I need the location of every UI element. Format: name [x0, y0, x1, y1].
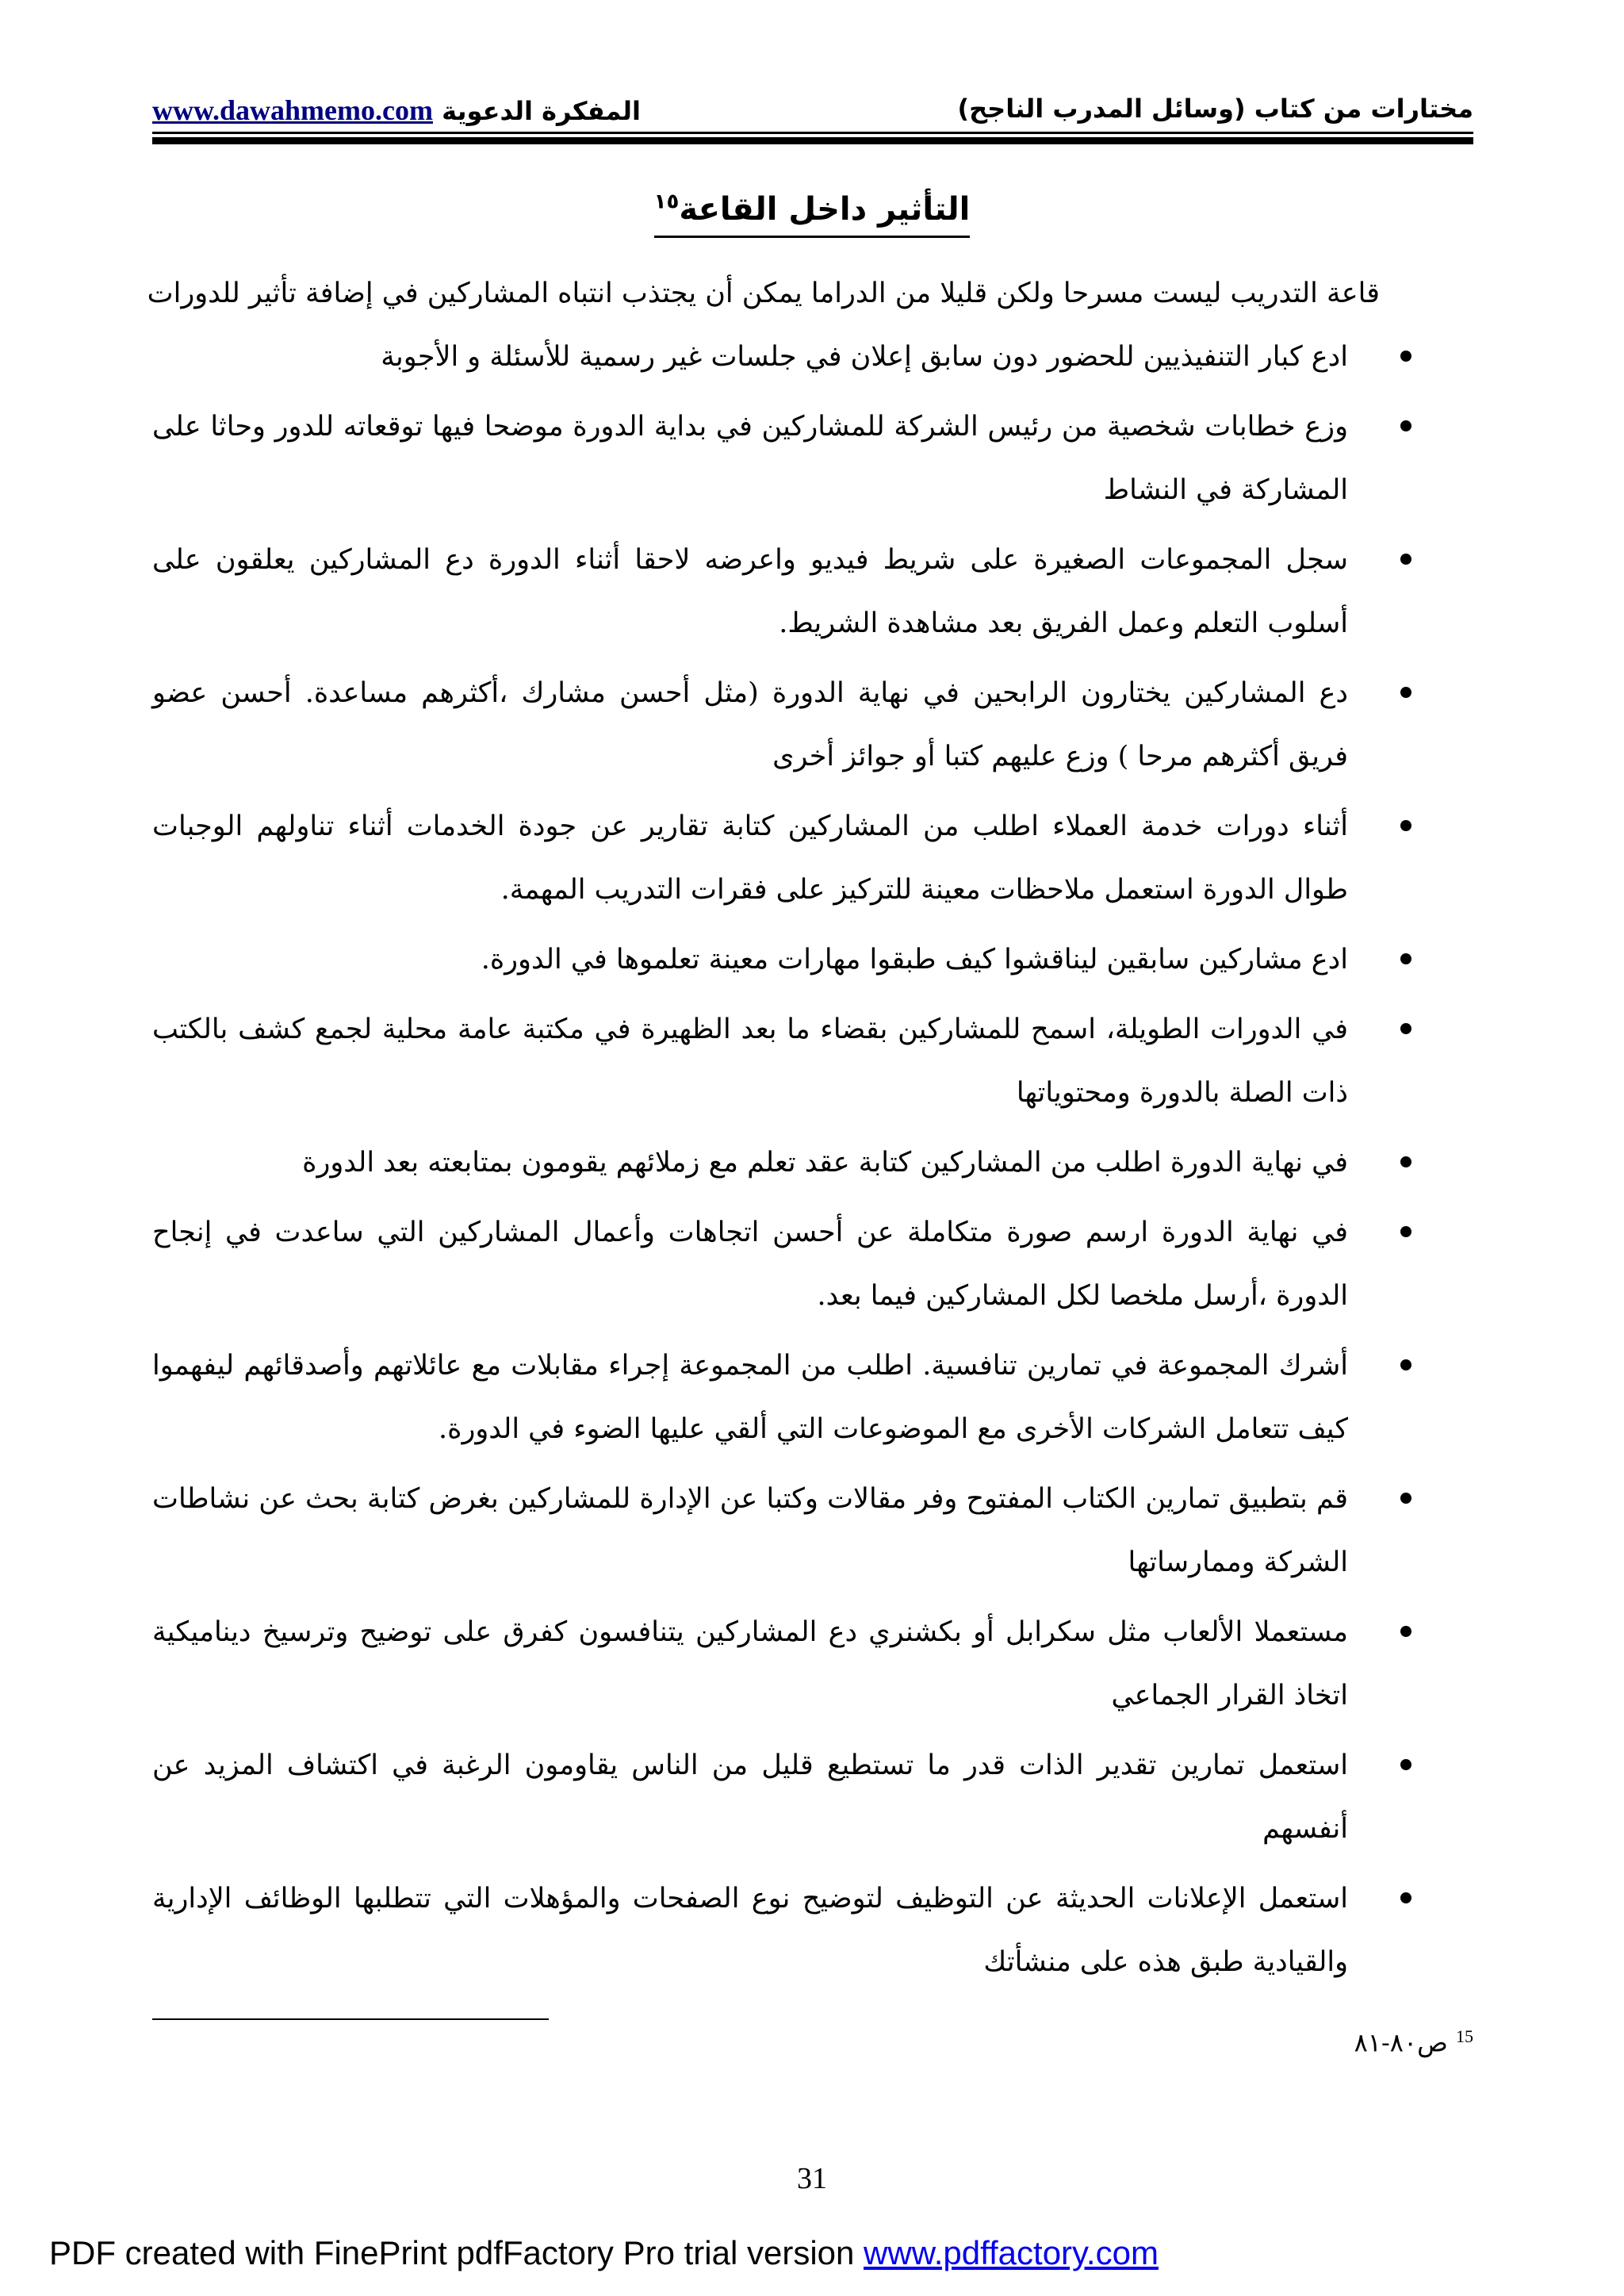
- footnote-number: 15: [1456, 2026, 1473, 2046]
- pdf-banner: [49, 2234, 1159, 2272]
- bullet-dot-icon: [1400, 1892, 1411, 1903]
- bullet-text: دع المشاركين يختارون الرابحين في نهاية الدورة (مثل أحسن مشارك ،أكثرهم مساعدة. أحسن عضو فريق أكثرهم مرحا ) وزع عليهم كتبا أو جوائز أخرى: [152, 677, 1348, 772]
- bullet-text: استعمل تمارين تقدير الذات قدر ما تستطيع قليل من الناس يقاومون الرغبة في اكتشاف المزيد عن أنفسهم: [152, 1750, 1348, 1845]
- bullet-text: في نهاية الدورة اطلب من المشاركين كتابة عقد تعلم مع زملائهم يقومون بمتابعته بعد الدورة: [302, 1147, 1348, 1179]
- section-title: [0, 190, 1624, 228]
- bullet-dot-icon: [1400, 687, 1411, 698]
- pdffactory-link[interactable]: www.pdffactory.com: [864, 2234, 1159, 2271]
- bullet-list: [152, 325, 1380, 1994]
- bullet-item: [152, 1467, 1380, 1594]
- bullet-dot-icon: [1400, 1023, 1411, 1034]
- bullet-text: وزع خطابات شخصية من رئيس الشركة للمشاركين في بداية الدورة موضحا فيها توقعاته للدور وحاثا على المشاركة في النشاط: [152, 411, 1348, 506]
- bullet-text: في نهاية الدورة ارسم صورة متكاملة عن أحسن اتجاهات وأعمال المشاركين التي ساعدت في إنجاح الدورة ،أرسل ملخصا لكل المشاركين فيما بعد.: [152, 1217, 1348, 1312]
- footnote-separator: [152, 2018, 549, 2020]
- bullet-dot-icon: [1400, 1626, 1411, 1637]
- footnote: [1354, 2026, 1473, 2058]
- section-title-text: التأثير داخل القاعة: [679, 191, 971, 228]
- bullet-dot-icon: [1400, 351, 1411, 362]
- bullet-dot-icon: [1400, 953, 1411, 964]
- bullet-text: أشرك المجموعة في تمارين تنافسية. اطلب من المجموعة إجراء مقابلات مع عائلاتهم وأصدقائهم ليفهموا كيف تتعامل الشركات الأخرى مع الموضوعات التي ألقي عليها الضوء في الدورة.: [152, 1350, 1348, 1445]
- site-branding: [152, 94, 641, 127]
- page-header: [152, 94, 1473, 130]
- bullet-item: [152, 325, 1380, 389]
- bullet-dot-icon: [1400, 820, 1411, 831]
- footnote-text: ص٨٠-٨١: [1354, 2027, 1448, 2058]
- header-rule-thick: [152, 137, 1473, 144]
- bullet-text: سجل المجموعات الصغيرة على شريط فيديو واعرضه لاحقا أثناء الدورة دع المشاركين يعلقون على أسلوب التعلم وعمل الفريق بعد مشاهدة الشريط.: [152, 544, 1348, 639]
- pdf-banner-text: PDF created with FinePrint pdfFactory Pro trial version: [49, 2234, 864, 2271]
- site-name: المفكرة الدعوية: [442, 96, 641, 126]
- site-url-link[interactable]: www.dawahmemo.com: [152, 94, 433, 126]
- bullet-item: [152, 1334, 1380, 1461]
- bullet-dot-icon: [1400, 420, 1411, 431]
- bullet-text: في الدورات الطويلة، اسمح للمشاركين بقضاء ما بعد الظهيرة في مكتبة عامة محلية لجمع كشف بالكتب ذات الصلة بالدورة ومحتوياتها: [152, 1014, 1348, 1109]
- bullet-dot-icon: [1400, 1359, 1411, 1370]
- bullet-item: [152, 795, 1380, 922]
- bullet-dot-icon: [1400, 1226, 1411, 1237]
- bullet-text: ادع مشاركين سابقين ليناقشوا كيف طبقوا مهارات معينة تعلموها في الدورة.: [481, 944, 1348, 976]
- page-number: 31: [797, 2162, 827, 2195]
- bullet-text: أثناء دورات خدمة العملاء اطلب من المشاركين كتابة تقارير عن جودة الخدمات أثناء تناولهم الوجبات طوال الدورة استعمل ملاحظات معينة للتركيز على فقرات التدريب المهمة.: [152, 811, 1348, 906]
- page-body: [147, 262, 1380, 2000]
- bullet-dot-icon: [1400, 1156, 1411, 1167]
- bullet-item: [152, 1131, 1380, 1194]
- bullet-item: [152, 528, 1380, 655]
- bullet-item: [152, 1600, 1380, 1727]
- bullet-item: [152, 395, 1380, 522]
- bullet-text: ادع كبار التنفيذيين للحضور دون سابق إعلان في جلسات غير رسمية للأسئلة و الأجوبة: [381, 341, 1348, 373]
- bullet-text: استعمل الإعلانات الحديثة عن التوظيف لتوضيح نوع الصفحات والمؤهلات التي تتطلبها الوظائف الإدارية والقيادية طبق هذه على منشأتك: [152, 1883, 1348, 1978]
- title-footnote-ref[interactable]: ١٥: [653, 190, 680, 214]
- intro-paragraph: قاعة التدريب ليست مسرحا ولكن قليلا من الدراما يمكن أن يجتذب انتباه المشاركين في إضافة تأثير للدورات: [147, 278, 1380, 309]
- bullet-text: مستعملا الألعاب مثل سكرابل أو بكشنري دع المشاركين يتنافسون كفرق على توضيح وترسيخ ديناميكية اتخاذ القرار الجماعي: [152, 1616, 1348, 1711]
- header-rule-thin: [152, 132, 1473, 134]
- bullet-item: [152, 661, 1380, 788]
- bullet-dot-icon: [1400, 554, 1411, 565]
- bullet-item: [152, 1734, 1380, 1861]
- bullet-dot-icon: [1400, 1493, 1411, 1504]
- bullet-item: [152, 998, 1380, 1125]
- bullet-item: [152, 1867, 1380, 1994]
- bullet-dot-icon: [1400, 1759, 1411, 1770]
- bullet-item: [152, 1201, 1380, 1328]
- bullet-text: قم بتطبيق تمارين الكتاب المفتوح وفر مقالات وكتبا عن الإدارة للمشاركين بغرض كتابة بحث عن نشاطات الشركة وممارساتها: [152, 1483, 1348, 1578]
- bullet-item: [152, 928, 1380, 991]
- book-title: مختارات من كتاب (وسائل المدرب الناجح): [957, 94, 1473, 124]
